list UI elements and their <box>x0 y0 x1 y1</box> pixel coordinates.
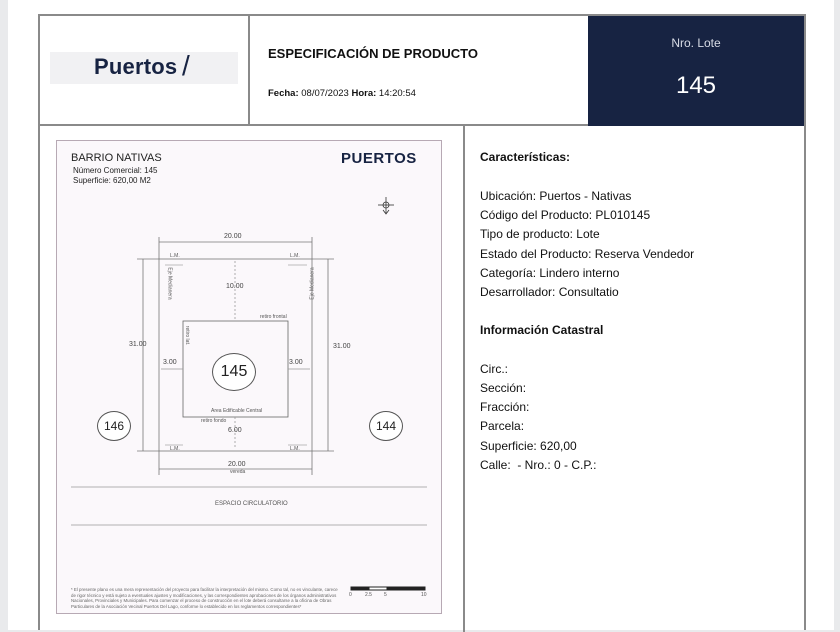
page-title: ESPECIFICACIÓN DE PRODUCTO <box>268 46 478 61</box>
lm-bottom-right: L.M. <box>290 446 300 452</box>
scale-0: 0 <box>349 592 352 598</box>
circ: Circ.: <box>480 362 508 376</box>
eje-medianera-left: Eje Medianera <box>166 267 173 300</box>
parcela: Parcela: <box>480 419 525 433</box>
lm-bottom-left: L.M. <box>170 446 180 452</box>
dim-top: 20.00 <box>224 233 242 240</box>
lot-plan <box>56 140 442 614</box>
barrio-name: BARRIO NATIVAS <box>71 152 162 164</box>
retiro-lateral: retiro lat. <box>184 325 191 346</box>
puertos-logo: Puertos <box>94 54 178 79</box>
dim-right: 31.00 <box>333 343 351 350</box>
retiro-frontal: retiro frontal <box>260 314 287 320</box>
dim-left: 31.00 <box>129 341 147 348</box>
lot-number-circle: 145 <box>212 353 256 391</box>
fraccion: Fracción: <box>480 400 530 414</box>
dim-bottom: 20.00 <box>228 461 246 468</box>
document-sheet <box>8 0 834 630</box>
catastral-title: Información Catastral <box>480 323 604 337</box>
setback-right: 3.00 <box>289 359 303 366</box>
fecha-label: Fecha: <box>268 88 299 99</box>
setback-back: 6.00 <box>228 427 242 434</box>
eje-medianera-right: Eje Medianera <box>309 267 316 300</box>
lm-top-left: L.M. <box>170 253 180 259</box>
plan-footnote: * El presente plano es una mera representación del proyecto para facilitar la interpretación del mismo. Como tal, no es vinculante, carece de rigor técnico y está sujeto a eventuales ajustes y modificaciones, y las correspondientes aprobaciones de los órganos administrativos Nacionales, Provinciales y Municipales. Para comenzar el proceso de construcción en el lote deberá consultarse a la oficina de Obras Particulares de la Asociación Vecinal Puertos Del Lago, conforme lo establecido en los reglamentos correspondientes* <box>71 587 338 610</box>
caracteristicas-title: Características: <box>480 150 571 164</box>
setback-front: 10.00 <box>226 283 244 290</box>
numero-comercial: Número Comercial: 145 <box>73 166 158 175</box>
scale-2-5: 2.5 <box>365 592 372 598</box>
retiro-fondo: retiro fondo <box>201 418 227 424</box>
plan-cell <box>40 126 465 632</box>
info-cell <box>465 126 804 632</box>
estado-producto: Estado del Producto: Reserva Vendedor <box>480 247 695 261</box>
seccion: Sección: <box>480 381 527 395</box>
scale-bar <box>351 587 425 590</box>
lote-label: Nro. Lote <box>671 36 721 50</box>
lote-number: 145 <box>675 72 717 99</box>
hora-value: 14:20:54 <box>378 88 416 99</box>
hora-label: Hora: <box>351 88 377 99</box>
lm-top-right: L.M. <box>290 253 300 259</box>
tipo-producto: Tipo de producto: Lote <box>480 227 600 241</box>
north-arrow-icon <box>378 197 394 214</box>
header-spec-cell <box>250 16 588 126</box>
espacio-circulatorio: ESPACIO CIRCULATORIO <box>215 501 288 507</box>
vereda-label: vereda <box>230 469 246 475</box>
catastral-superficie: Superficie: 620,00 <box>480 439 577 453</box>
header-lote-cell <box>588 16 804 126</box>
logo-slash-icon: / <box>182 50 190 81</box>
plan-superficie: Superficie: 620,00 M2 <box>73 176 151 185</box>
scale-5: 5 <box>384 592 387 598</box>
neighbor-lot-right: 144 <box>369 411 403 441</box>
date-time-line <box>268 88 416 99</box>
setback-left: 3.00 <box>163 359 177 366</box>
ubicacion: Ubicación: Puertos - Nativas <box>480 189 632 203</box>
neighbor-lot-left: 146 <box>97 411 131 441</box>
puertos-plan-logo: PUERTOS <box>341 150 417 167</box>
codigo-producto: Código del Producto: PL010145 <box>480 208 651 222</box>
scale-10: 10 <box>421 592 427 598</box>
area-edificable: Area Edificable Central <box>211 408 263 414</box>
spec-frame <box>38 14 806 630</box>
desarrollador: Desarrollador: Consultatio <box>480 285 619 299</box>
categoria: Categoría: Lindero interno <box>480 266 620 280</box>
header-logo-cell <box>40 16 250 126</box>
calle: Calle: - Nro.: 0 - C.P.: <box>480 458 597 472</box>
fecha-value: 08/07/2023 <box>301 88 349 99</box>
